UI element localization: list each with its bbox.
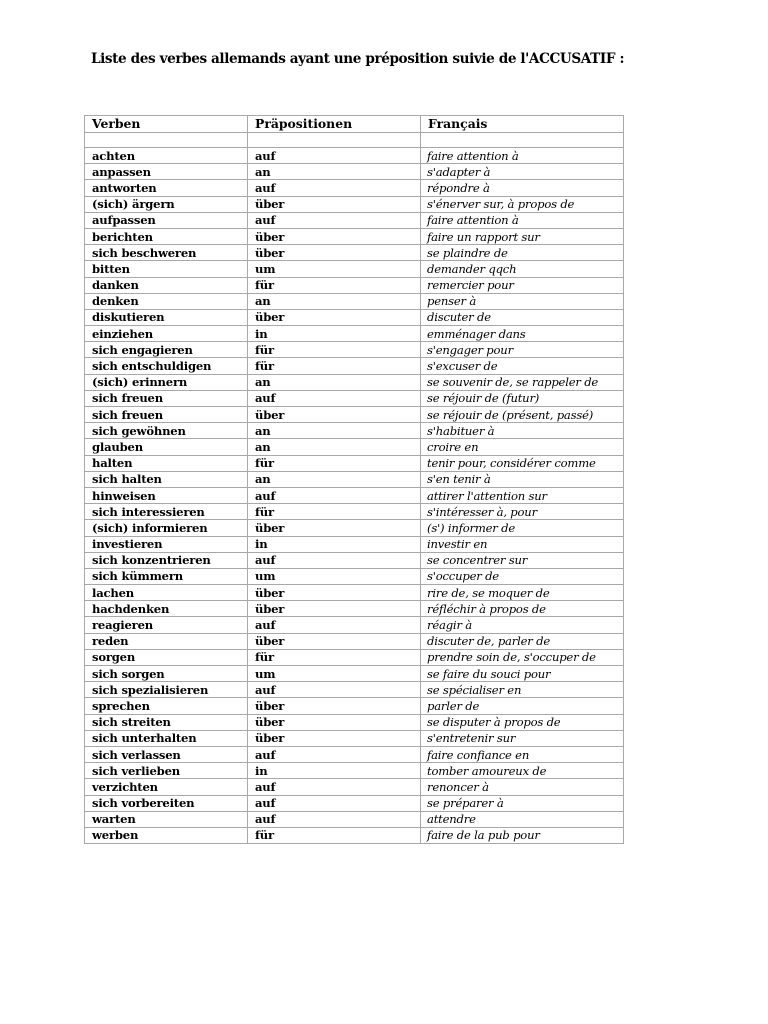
verb-cell: sich sorgen [85, 666, 248, 682]
verb-cell: investieren [85, 536, 248, 552]
french-cell: attirer l'attention sur [421, 487, 624, 503]
preposition-cell: um [248, 568, 421, 584]
french-cell: discuter de, parler de [421, 633, 624, 649]
french-cell: prendre soin de, s'occuper de [421, 649, 624, 665]
preposition-cell: über [248, 228, 421, 244]
french-cell: penser à [421, 293, 624, 309]
preposition-cell: auf [248, 212, 421, 228]
table-row [85, 714, 624, 730]
table-body [85, 133, 624, 844]
preposition-cell: für [248, 358, 421, 374]
verb-cell: sprechen [85, 698, 248, 714]
french-cell: faire confiance en [421, 746, 624, 762]
empty-cell [85, 133, 248, 148]
french-cell: s'habituer à [421, 423, 624, 439]
preposition-cell: über [248, 698, 421, 714]
french-cell: tenir pour, considérer comme [421, 455, 624, 471]
table-row [85, 455, 624, 471]
verb-cell: verzichten [85, 779, 248, 795]
verb-cell: sich kümmern [85, 568, 248, 584]
preposition-cell: an [248, 293, 421, 309]
table-row [85, 390, 624, 406]
french-cell: réagir à [421, 617, 624, 633]
french-cell: se spécialiser en [421, 682, 624, 698]
french-cell: se souvenir de, se rappeler de [421, 374, 624, 390]
preposition-cell: für [248, 649, 421, 665]
table-row [85, 601, 624, 617]
verb-cell: anpassen [85, 164, 248, 180]
verb-cell: reagieren [85, 617, 248, 633]
french-cell: s'intéresser à, pour [421, 504, 624, 520]
preposition-cell: über [248, 730, 421, 746]
table-row [85, 568, 624, 584]
header-verb: Verben [85, 116, 248, 133]
verb-cell: sich vorbereiten [85, 795, 248, 811]
french-cell: demander qqch [421, 261, 624, 277]
table-row [85, 730, 624, 746]
preposition-cell: für [248, 342, 421, 358]
preposition-cell: in [248, 536, 421, 552]
preposition-cell: auf [248, 487, 421, 503]
preposition-cell: über [248, 520, 421, 536]
verb-cell: sich konzentrieren [85, 552, 248, 568]
header-french: Français [421, 116, 624, 133]
preposition-cell: an [248, 423, 421, 439]
french-cell: renoncer à [421, 779, 624, 795]
preposition-cell: auf [248, 148, 421, 164]
table-row [85, 407, 624, 423]
preposition-cell: in [248, 326, 421, 342]
header-preposition: Präpositionen [248, 116, 421, 133]
table-row [85, 309, 624, 325]
table-row [85, 439, 624, 455]
preposition-cell: an [248, 164, 421, 180]
verb-cell: sich engagieren [85, 342, 248, 358]
french-cell: se disputer à propos de [421, 714, 624, 730]
verb-cell: (sich) ärgern [85, 196, 248, 212]
french-cell: (s') informer de [421, 520, 624, 536]
verb-cell: lachen [85, 585, 248, 601]
preposition-cell: über [248, 601, 421, 617]
french-cell: répondre à [421, 180, 624, 196]
table-row [85, 617, 624, 633]
verb-cell: hachdenken [85, 601, 248, 617]
french-cell: se plaindre de [421, 245, 624, 261]
table-row [85, 212, 624, 228]
verb-cell: denken [85, 293, 248, 309]
verb-cell: sorgen [85, 649, 248, 665]
empty-row [85, 133, 624, 148]
french-cell: s'énerver sur, à propos de [421, 196, 624, 212]
verb-cell: sich streiten [85, 714, 248, 730]
french-cell: se préparer à [421, 795, 624, 811]
table-row [85, 585, 624, 601]
french-cell: faire attention à [421, 212, 624, 228]
french-cell: s'entretenir sur [421, 730, 624, 746]
verb-cell: aufpassen [85, 212, 248, 228]
table-row [85, 326, 624, 342]
preposition-cell: an [248, 374, 421, 390]
preposition-cell: auf [248, 811, 421, 827]
table-row [85, 148, 624, 164]
preposition-cell: auf [248, 746, 421, 762]
french-cell: s'en tenir à [421, 471, 624, 487]
french-cell: se réjouir de (futur) [421, 390, 624, 406]
table-row [85, 245, 624, 261]
preposition-cell: um [248, 666, 421, 682]
preposition-cell: über [248, 196, 421, 212]
verb-cell: (sich) informieren [85, 520, 248, 536]
page-title: Liste des verbes allemands ayant une préposition suivie de l'ACCUSATIF : [91, 51, 625, 67]
verb-cell: berichten [85, 228, 248, 244]
table-row [85, 293, 624, 309]
french-cell: parler de [421, 698, 624, 714]
table-row [85, 698, 624, 714]
empty-cell [248, 133, 421, 148]
table-row [85, 666, 624, 682]
french-cell: s'engager pour [421, 342, 624, 358]
preposition-cell: über [248, 714, 421, 730]
table-row [85, 374, 624, 390]
verb-cell: sich entschuldigen [85, 358, 248, 374]
french-cell: s'excuser de [421, 358, 624, 374]
preposition-cell: auf [248, 180, 421, 196]
french-cell: faire un rapport sur [421, 228, 624, 244]
french-cell: se concentrer sur [421, 552, 624, 568]
verb-table [84, 115, 624, 844]
preposition-cell: um [248, 261, 421, 277]
verb-cell: sich verlassen [85, 746, 248, 762]
table-row [85, 358, 624, 374]
french-cell: se faire du souci pour [421, 666, 624, 682]
french-cell: emménager dans [421, 326, 624, 342]
table-row [85, 536, 624, 552]
table-row [85, 827, 624, 843]
verb-cell: danken [85, 277, 248, 293]
verb-cell: glauben [85, 439, 248, 455]
table-row [85, 261, 624, 277]
french-cell: réfléchir à propos de [421, 601, 624, 617]
table-row [85, 552, 624, 568]
preposition-cell: auf [248, 552, 421, 568]
french-cell: tomber amoureux de [421, 763, 624, 779]
french-cell: attendre [421, 811, 624, 827]
preposition-cell: auf [248, 390, 421, 406]
preposition-cell: in [248, 763, 421, 779]
preposition-cell: auf [248, 795, 421, 811]
verb-cell: sich gewöhnen [85, 423, 248, 439]
verb-cell: achten [85, 148, 248, 164]
preposition-cell: auf [248, 682, 421, 698]
preposition-cell: für [248, 827, 421, 843]
preposition-cell: für [248, 277, 421, 293]
table-row [85, 682, 624, 698]
verb-cell: einziehen [85, 326, 248, 342]
table-row [85, 487, 624, 503]
table-row [85, 633, 624, 649]
preposition-cell: an [248, 471, 421, 487]
french-cell: remercier pour [421, 277, 624, 293]
verb-cell: sich beschweren [85, 245, 248, 261]
preposition-cell: auf [248, 779, 421, 795]
table-row [85, 423, 624, 439]
table-row [85, 779, 624, 795]
table-row [85, 795, 624, 811]
table-row [85, 228, 624, 244]
verb-cell: (sich) erinnern [85, 374, 248, 390]
preposition-cell: an [248, 439, 421, 455]
table-row [85, 520, 624, 536]
table-row [85, 164, 624, 180]
table-row [85, 746, 624, 762]
empty-cell [421, 133, 624, 148]
verb-cell: sich unterhalten [85, 730, 248, 746]
verb-cell: sich interessieren [85, 504, 248, 520]
table-row [85, 471, 624, 487]
verb-cell: werben [85, 827, 248, 843]
french-cell: s'occuper de [421, 568, 624, 584]
french-cell: discuter de [421, 309, 624, 325]
verb-cell: sich freuen [85, 407, 248, 423]
french-cell: croire en [421, 439, 624, 455]
preposition-cell: über [248, 585, 421, 601]
table-row [85, 504, 624, 520]
preposition-cell: über [248, 245, 421, 261]
preposition-cell: für [248, 455, 421, 471]
verb-cell: sich halten [85, 471, 248, 487]
verb-cell: antworten [85, 180, 248, 196]
french-cell: faire de la pub pour [421, 827, 624, 843]
verb-cell: bitten [85, 261, 248, 277]
verb-cell: hinweisen [85, 487, 248, 503]
table-row [85, 342, 624, 358]
verb-cell: sich freuen [85, 390, 248, 406]
preposition-cell: über [248, 407, 421, 423]
verb-cell: reden [85, 633, 248, 649]
verb-cell: warten [85, 811, 248, 827]
table-row [85, 763, 624, 779]
table-row [85, 196, 624, 212]
verb-cell: sich spezialisieren [85, 682, 248, 698]
verb-cell: halten [85, 455, 248, 471]
french-cell: s'adapter à [421, 164, 624, 180]
preposition-cell: über [248, 633, 421, 649]
table-header-row [85, 116, 624, 133]
verb-cell: sich verlieben [85, 763, 248, 779]
french-cell: faire attention à [421, 148, 624, 164]
table-row [85, 811, 624, 827]
french-cell: se réjouir de (présent, passé) [421, 407, 624, 423]
french-cell: investir en [421, 536, 624, 552]
table-row [85, 649, 624, 665]
preposition-cell: für [248, 504, 421, 520]
french-cell: rire de, se moquer de [421, 585, 624, 601]
table-row [85, 180, 624, 196]
table-row [85, 277, 624, 293]
preposition-cell: über [248, 309, 421, 325]
verb-cell: diskutieren [85, 309, 248, 325]
preposition-cell: auf [248, 617, 421, 633]
